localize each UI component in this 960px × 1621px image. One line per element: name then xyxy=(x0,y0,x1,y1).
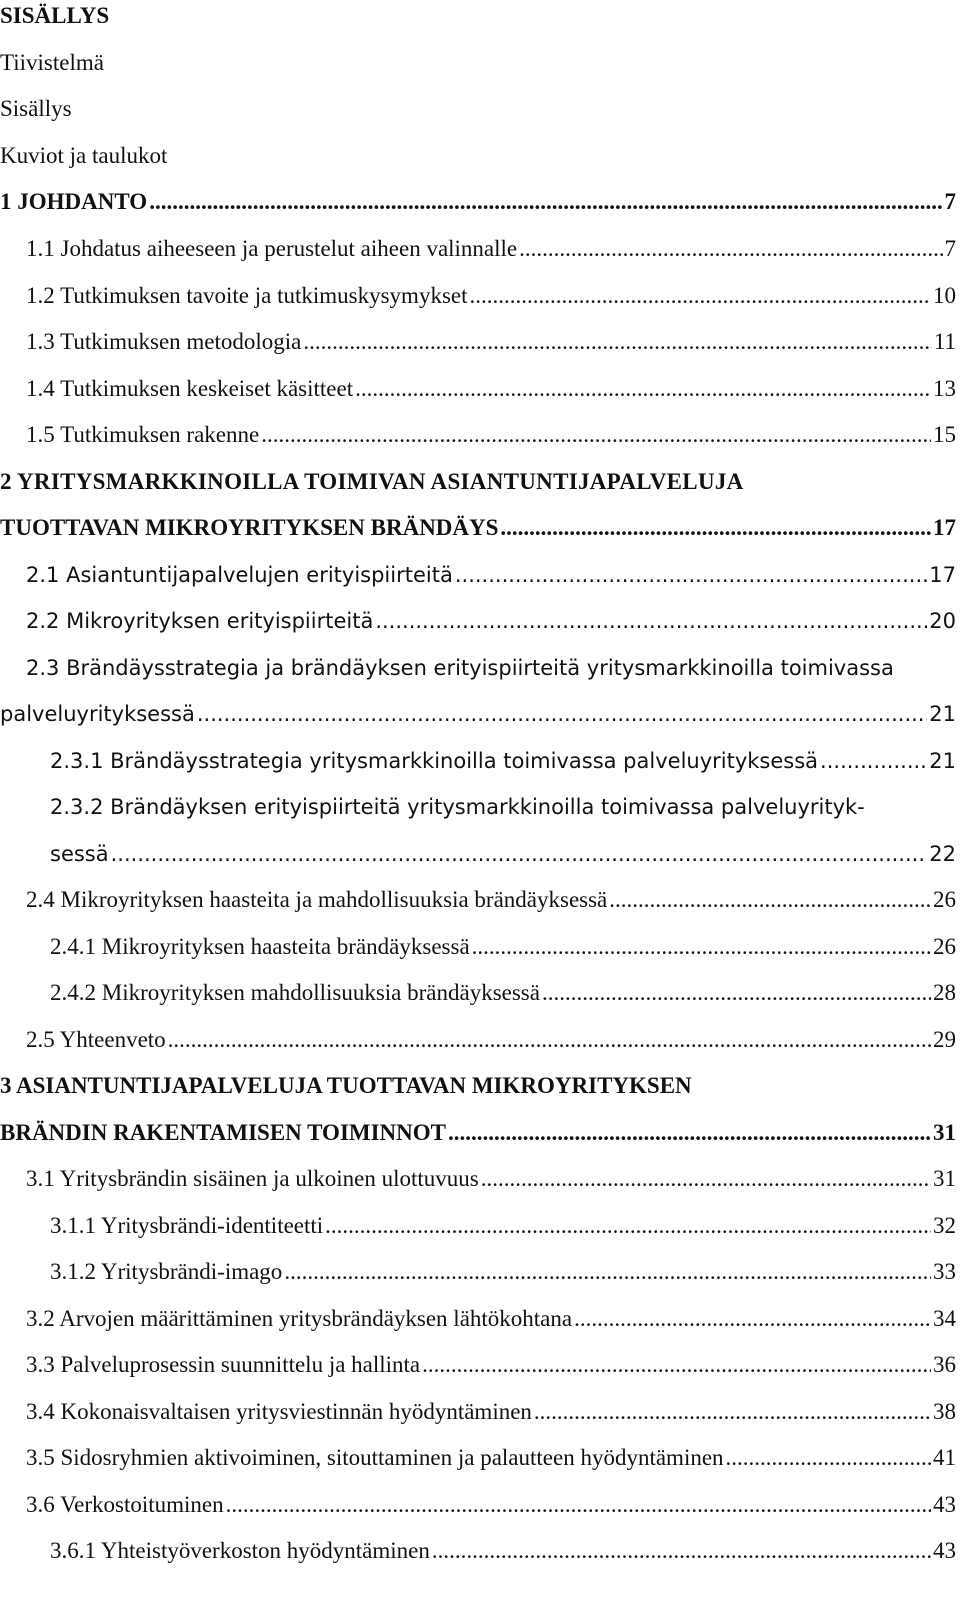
toc-entry-3-2[interactable] xyxy=(0,1303,956,1335)
dot-leader xyxy=(609,884,931,916)
toc-entry-page: 33 xyxy=(933,1259,956,1284)
toc-entry-chapter-2-line1[interactable]: 2 YRITYSMARKKINOILLA TOIMIVAN ASIANTUNTIJAPALVELUJA xyxy=(0,469,744,494)
toc-entry-3-1-1[interactable] xyxy=(0,1210,956,1242)
toc-entry-page: 22 xyxy=(929,842,956,866)
dot-leader xyxy=(284,1256,931,1288)
dot-leader xyxy=(197,698,927,730)
toc-entry-3-4[interactable] xyxy=(0,1396,956,1428)
dot-leader xyxy=(470,280,932,312)
toc-entry-page: 10 xyxy=(933,283,956,308)
toc-entry-2-3-line1[interactable]: 2.3 Brändäysstrategia ja brändäyksen erityispiirteitä yritysmarkkinoilla toimivassa xyxy=(26,656,894,680)
toc-entry-label: sessä xyxy=(50,842,109,866)
toc-entry-1-2[interactable] xyxy=(0,280,956,312)
dot-leader xyxy=(422,1349,931,1381)
dot-leader xyxy=(481,1163,931,1195)
dot-leader xyxy=(168,1024,931,1056)
dot-leader xyxy=(472,931,931,963)
toc-entry-page: 31 xyxy=(933,1120,956,1145)
toc-entry-page: 43 xyxy=(933,1538,956,1563)
dot-leader xyxy=(455,559,927,591)
toc-entry-label: 3.1.2 Yritysbrändi-imago xyxy=(50,1259,283,1284)
toc-entry-page: 26 xyxy=(933,934,956,959)
toc-entry-page: 32 xyxy=(933,1213,956,1238)
dot-leader xyxy=(500,512,931,544)
toc-entry-page: 13 xyxy=(933,376,956,401)
toc-entry-label: 2.4.1 Mikroyrityksen haasteita brändäyksessä xyxy=(50,934,470,959)
toc-entry-page: 28 xyxy=(933,980,956,1005)
toc-entry-2-3-2-line1[interactable]: 2.3.2 Brändäyksen erityispiirteitä yritysmarkkinoilla toimivassa palveluyrityk- xyxy=(50,795,865,819)
toc-entry-2-5[interactable] xyxy=(0,1024,956,1056)
toc-entry-1-4[interactable] xyxy=(0,373,956,405)
toc-entry-page: 41 xyxy=(933,1445,956,1470)
dot-leader xyxy=(261,419,931,451)
toc-entry-page: 11 xyxy=(933,329,956,354)
dot-leader xyxy=(726,1442,931,1474)
toc-entry-label: 1.5 Tutkimuksen rakenne xyxy=(26,422,260,447)
front-matter-abstract: Tiivistelmä xyxy=(0,50,104,75)
toc-entry-page: 26 xyxy=(933,887,956,912)
toc-entry-page: 31 xyxy=(933,1166,956,1191)
toc-entry-2-3-2[interactable] xyxy=(0,838,956,870)
toc-entry-page: 7 xyxy=(944,189,956,214)
toc-entry-page: 17 xyxy=(933,515,956,540)
toc-entry-3-1[interactable] xyxy=(0,1163,956,1195)
toc-entry-label: 3.6 Verkostoituminen xyxy=(26,1492,224,1517)
toc-entry-label: 2.2 Mikroyrityksen erityispiirteitä xyxy=(26,609,374,633)
toc-entry-label: 3.2 Arvojen määrittäminen yritysbrändäyksen lähtökohtana xyxy=(26,1306,573,1331)
toc-entry-2-1[interactable] xyxy=(0,559,956,591)
toc-entry-3-6[interactable] xyxy=(0,1489,956,1521)
toc-entry-label: 1.4 Tutkimuksen keskeiset käsitteet xyxy=(26,376,354,401)
dot-leader xyxy=(519,233,942,265)
toc-entry-page: 43 xyxy=(933,1492,956,1517)
toc-entry-chapter-3-line1[interactable]: 3 ASIANTUNTIJAPALVELUJA TUOTTAVAN MIKROYRITYKSEN xyxy=(0,1073,692,1098)
dot-leader xyxy=(111,838,928,870)
toc-entry-2-3-1[interactable] xyxy=(0,745,956,777)
toc-entry-2-3[interactable] xyxy=(0,698,956,730)
toc-entry-page: 15 xyxy=(933,422,956,447)
toc-entry-label: TUOTTAVAN MIKROYRITYKSEN BRÄNDÄYS xyxy=(0,515,499,540)
toc-entry-page: 21 xyxy=(929,749,956,773)
dot-leader xyxy=(355,373,931,405)
toc-entry-label: 1 JOHDANTO xyxy=(0,189,148,214)
toc-entry-label: 1.3 Tutkimuksen metodologia xyxy=(26,329,302,354)
toc-entry-label: 3.6.1 Yhteistyöverkoston hyödyntäminen xyxy=(50,1538,430,1563)
toc-entry-3-3[interactable] xyxy=(0,1349,956,1381)
dot-leader xyxy=(534,1396,931,1428)
toc-entry-2-4-1[interactable] xyxy=(0,931,956,963)
dot-leader xyxy=(303,326,931,358)
dot-leader xyxy=(325,1210,931,1242)
toc-entry-page: 17 xyxy=(929,563,956,587)
toc-entry-1-3[interactable] xyxy=(0,326,956,358)
toc-entry-3-6-1[interactable] xyxy=(0,1535,956,1567)
toc-entry-label: 2.5 Yhteenveto xyxy=(26,1027,166,1052)
dot-leader xyxy=(375,605,927,637)
toc-entry-page: 38 xyxy=(933,1399,956,1424)
toc-entry-label: 2.1 Asiantuntijapalvelujen erityispiirteitä xyxy=(26,563,453,587)
toc-entry-label: 3.4 Kokonaisvaltaisen yritysviestinnän hyödyntäminen xyxy=(26,1399,532,1424)
toc-entry-label: BRÄNDIN RAKENTAMISEN TOIMINNOT xyxy=(0,1120,447,1145)
toc-entry-page: 29 xyxy=(933,1027,956,1052)
toc-entry-1-5[interactable] xyxy=(0,419,956,451)
toc-entry-3-5[interactable] xyxy=(0,1442,956,1474)
toc-entry-label: 2.4 Mikroyrityksen haasteita ja mahdollisuuksia brändäyksessä xyxy=(26,887,608,912)
dot-leader xyxy=(574,1303,931,1335)
toc-entry-label: 2.3.1 Brändäysstrategia yritysmarkkinoilla toimivassa palveluyrityksessä xyxy=(50,749,819,773)
toc-entry-page: 21 xyxy=(929,702,956,726)
toc-entry-page: 34 xyxy=(933,1306,956,1331)
toc-entry-page: 20 xyxy=(929,609,956,633)
toc-entry-1-1[interactable] xyxy=(0,233,956,265)
toc-heading: SISÄLLYS xyxy=(0,3,110,28)
toc-entry-label: 1.1 Johdatus aiheeseen ja perustelut aiheen valinnalle xyxy=(26,236,518,261)
toc-entry-3-1-2[interactable] xyxy=(0,1256,956,1288)
toc-entry-label: 3.5 Sidosryhmien aktivoiminen, sitouttaminen ja palautteen hyödyntäminen xyxy=(26,1445,724,1470)
dot-leader xyxy=(820,745,927,777)
dot-leader xyxy=(542,977,931,1009)
toc-entry-chapter-1[interactable] xyxy=(0,186,956,218)
toc-entry-label: 3.3 Palveluprosessin suunnittelu ja hallinta xyxy=(26,1352,421,1377)
front-matter-figures: Kuviot ja taulukot xyxy=(0,143,168,168)
dot-leader xyxy=(226,1489,931,1521)
toc-entry-label: 2.4.2 Mikroyrityksen mahdollisuuksia brändäyksessä xyxy=(50,980,540,1005)
toc-entry-label: 3.1.1 Yritysbrändi-identiteetti xyxy=(50,1213,324,1238)
toc-entry-chapter-2[interactable] xyxy=(0,512,956,544)
toc-entry-2-2[interactable] xyxy=(0,605,956,637)
front-matter-contents: Sisällys xyxy=(0,96,72,121)
dot-leader xyxy=(448,1117,931,1149)
toc-entry-label: 3.1 Yritysbrändin sisäinen ja ulkoinen ulottuvuus xyxy=(26,1166,479,1191)
toc-entry-2-4-2[interactable] xyxy=(0,977,956,1009)
dot-leader xyxy=(432,1535,931,1567)
toc-entry-page: 7 xyxy=(944,236,956,261)
toc-entry-2-4[interactable] xyxy=(0,884,956,916)
dot-leader xyxy=(149,186,942,218)
toc-entry-chapter-3[interactable] xyxy=(0,1117,956,1149)
toc-entry-label: 1.2 Tutkimuksen tavoite ja tutkimuskysymykset xyxy=(26,283,468,308)
toc-entry-label: palveluyrityksessä xyxy=(0,702,195,726)
toc-entry-page: 36 xyxy=(933,1352,956,1377)
